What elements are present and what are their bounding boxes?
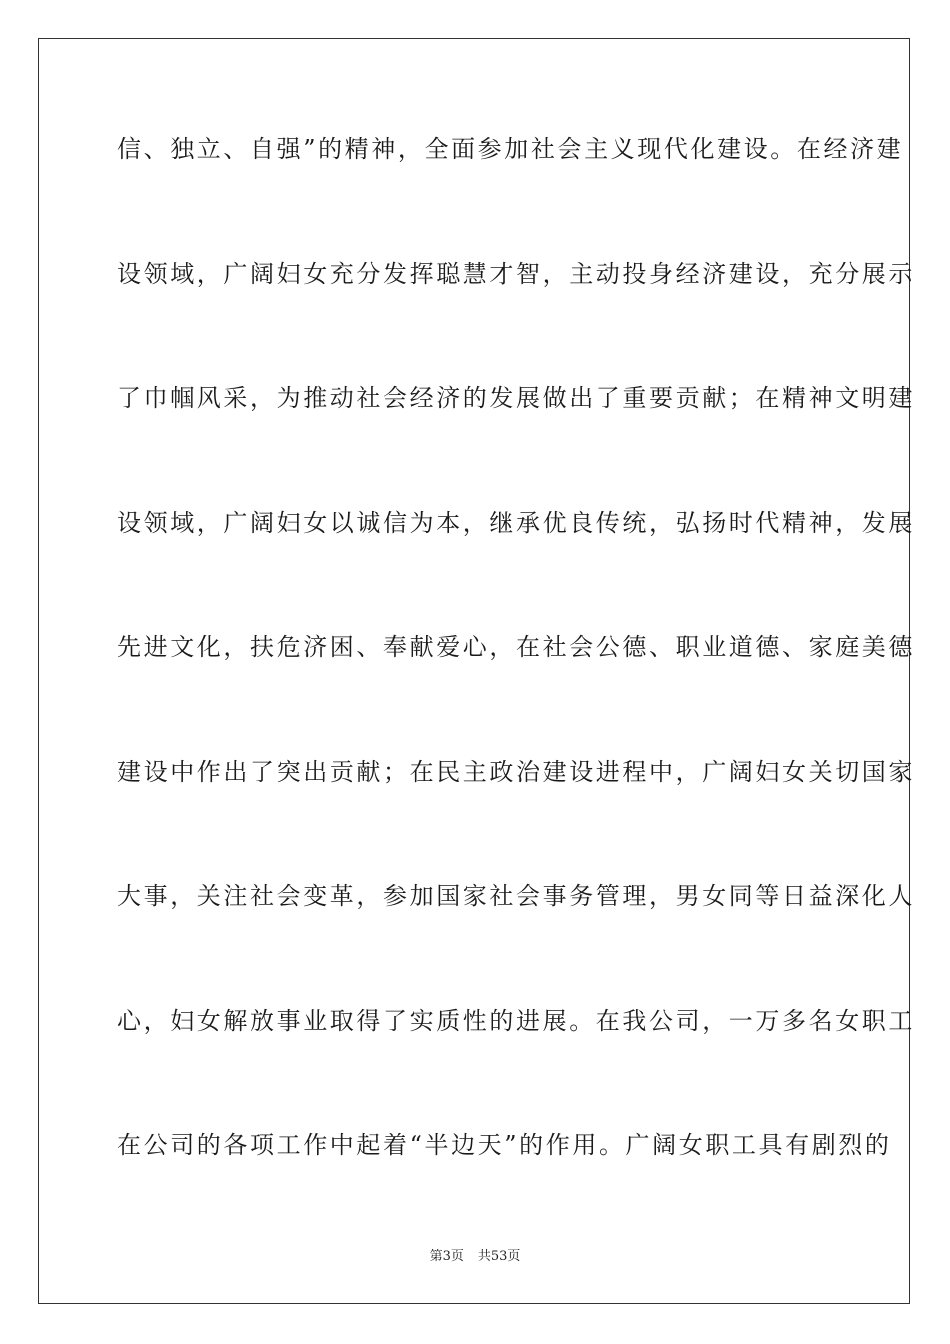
text-line: 设领域，广阔妇女充分发挥聪慧才智，主动投身经济建设，充分展示	[117, 259, 915, 288]
total-pages: 共53页	[477, 1249, 521, 1264]
text-line: 信、独立、自强”的精神，全面参加社会主义现代化建设。在经济建	[117, 135, 904, 163]
text-line: 设领域，广阔妇女以诚信为本，继承优良传统，弘扬时代精神，发展	[117, 508, 915, 537]
text-line: 大事，关注社会变革，参加国家社会事务管理，男女同等日益深化人	[117, 882, 915, 910]
text-line: 心，妇女解放事业取得了实质性的进展。在我公司，一万多名女职工	[117, 1006, 915, 1035]
text-line: 了巾帼风采，为推动社会经济的发展做出了重要贡献；在精神文明建	[117, 384, 915, 412]
text-line: 建设中作出了突出贡献；在民主政治建设进程中，广阔妇女关切国家	[117, 757, 915, 786]
text-line: 先进文化，扶危济困、奉献爱心，在社会公德、职业道德、家庭美德	[117, 633, 915, 661]
document-body	[117, 125, 915, 1246]
page-footer	[0, 1248, 950, 1266]
text-line: 在公司的各项工作中起着“半边天”的作用。广阔女职工具有剧烈的	[117, 1131, 892, 1159]
current-page-number: 第3页	[429, 1249, 464, 1264]
